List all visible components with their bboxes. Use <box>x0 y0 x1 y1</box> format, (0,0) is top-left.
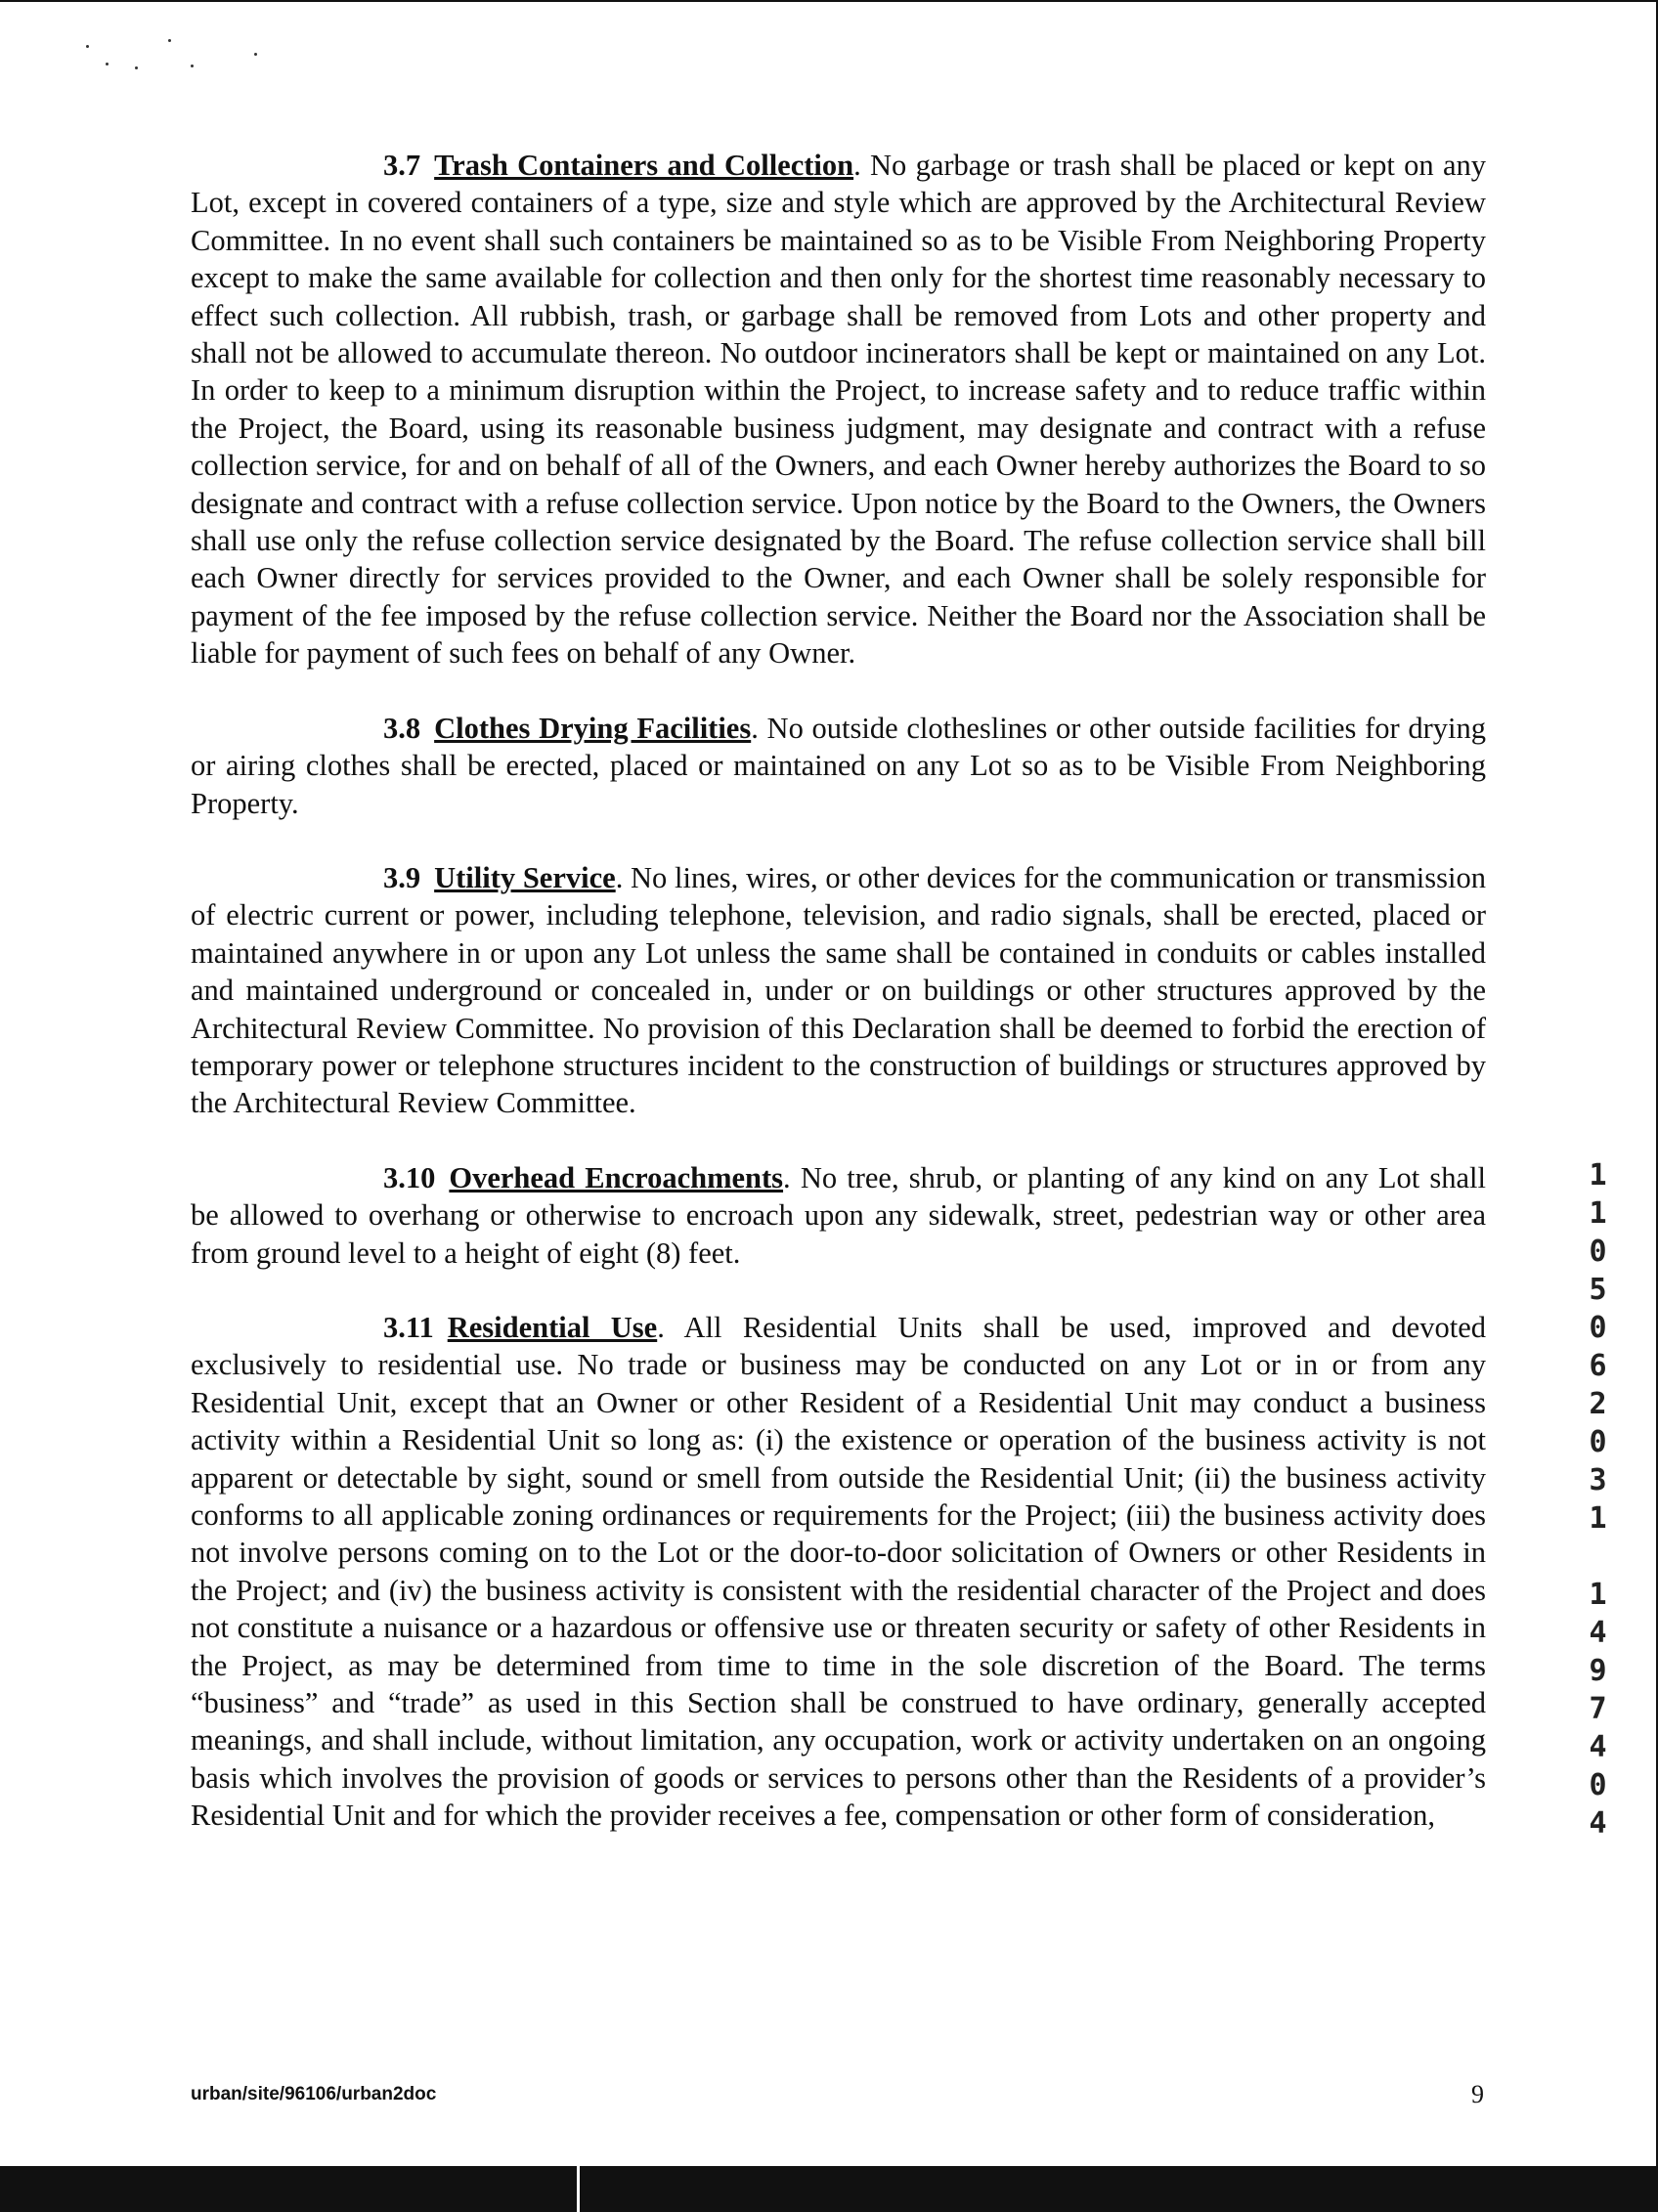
section-3-11 <box>191 1309 1486 1835</box>
section-text: . All Residential Units shall be used, improved and devoted exclusively to residential use. No trade or business may be conducted on any Lot or in or from any Residential Unit, except that an Owner or other Resident of a Residential Unit may conduct a business activity within a Residential Unit so long as: (i) the existence or operation of the business activity is not apparent or detectable by sight, sound or smell from outside the Residential Unit; (ii) the business activity conforms to all applicable zoning ordinances or requirements for the Project; (iii) the business activity does not involve persons coming on to the Lot or the door-to-door solicitation of Owners or other Residents in the Project; and (iv) the business activity is consistent with the residential character of the Project and does not constitute a nuisance or a hazardous or offensive use or threaten security or safety of other Residents in the Project, as may be determined from time to time in the sole discretion of the Board. The terms “business” and “trade” as used in this Section shall be construed to have ordinary, generally accepted meanings, and shall include, without limitation, any occupation, work or activity undertaken on an ongoing basis which involves the provision of goods or services to persons other than the Residents of a provider’s Residential Unit and for which the provider receives a fee, compensation or other form of consideration, <box>191 1310 1486 1833</box>
section-3-9 <box>191 859 1486 1122</box>
section-text: . No outside clotheslines or other outside facilities for drying or airing clothes shall be erected, placed or maintained on any Lot so as to be Visible From Neighboring Property. <box>191 711 1486 820</box>
section-heading: Trash Containers and Collection <box>434 149 854 182</box>
section-number: 3.10 <box>383 1160 436 1194</box>
section-heading: Clothes Drying Facilities <box>434 711 752 745</box>
section-heading: Residential Use <box>447 1310 658 1344</box>
section-3-8 <box>191 710 1486 822</box>
section-number: 3.7 <box>383 149 421 182</box>
section-heading: Utility Service <box>434 860 616 894</box>
section-heading: Overhead Encroachments <box>449 1160 784 1194</box>
scan-border-top <box>0 0 1658 2</box>
section-number: 3.9 <box>383 860 421 894</box>
document-body <box>191 147 1486 1872</box>
section-number: 3.11 <box>383 1310 434 1344</box>
section-number: 3.8 <box>383 711 421 745</box>
scan-gap <box>577 2166 580 2212</box>
section-3-7 <box>191 147 1486 672</box>
section-text: . No lines, wires, or other devices for the communication or transmission of electric current or power, including telephone, television, and radio signals, shall be erected, placed or maintained anywhere in or upon any Lot unless the same shall be contained in conduits or cables installed and maintained underground or concealed in, under or on buildings or other structures approved by the Architectural Review Committee. No provision of this Declaration shall be deemed to forbid the erection of temporary power or telephone structures incident to the construction of buildings or structures approved by the Architectural Review Committee. <box>191 860 1486 1120</box>
scan-specks <box>49 27 264 86</box>
section-3-10 <box>191 1159 1486 1272</box>
section-text: . No garbage or trash shall be placed or kept on any Lot, except in covered containers of a type, size and style which are approved by the Architectural Review Committee. In no event shall such containers be maintained so as to be Visible From Neighboring Property except to make the same available for collection and then only for the shortest time reasonably necessary to effect such collection. All rubbish, trash, or garbage shall be removed from Lots and other property and shall not be allowed to accumulate thereon. No outdoor incinerators shall be kept or maintained on any Lot. In order to keep to a minimum disruption within the Project, to increase safety and to reduce traffic within the Project, the Board, using its reasonable business judgment, may designate and contract with a refuse collection service, for and on behalf of all of the Owners, and each Owner hereby authorizes the Board to so designate and contract with a refuse collection service. Upon notice by the Board to the Owners, the Owners shall use only the refuse collection service designated by the Board. The refuse collection service shall bill each Owner directly for services provided to the Owner, and each Owner shall be solely responsible for payment of the fee imposed by the refuse collection service. Neither the Board nor the Association shall be liable for payment of such fees on behalf of any Owner. <box>191 149 1486 671</box>
scan-border-bottom <box>0 2166 1658 2212</box>
page-number: 9 <box>1471 2080 1484 2108</box>
footer-document-path: urban/site/96106/urban2doc <box>191 2084 437 2104</box>
section-text: . No tree, shrub, or planting of any kind on any Lot shall be allowed to overhang or otherwise to encroach upon any sidewalk, street, pedestrian way or other area from ground level to a height of eight (8) feet. <box>191 1160 1486 1270</box>
recording-stamp: 1105062031 1497404 <box>1581 1158 1615 1844</box>
